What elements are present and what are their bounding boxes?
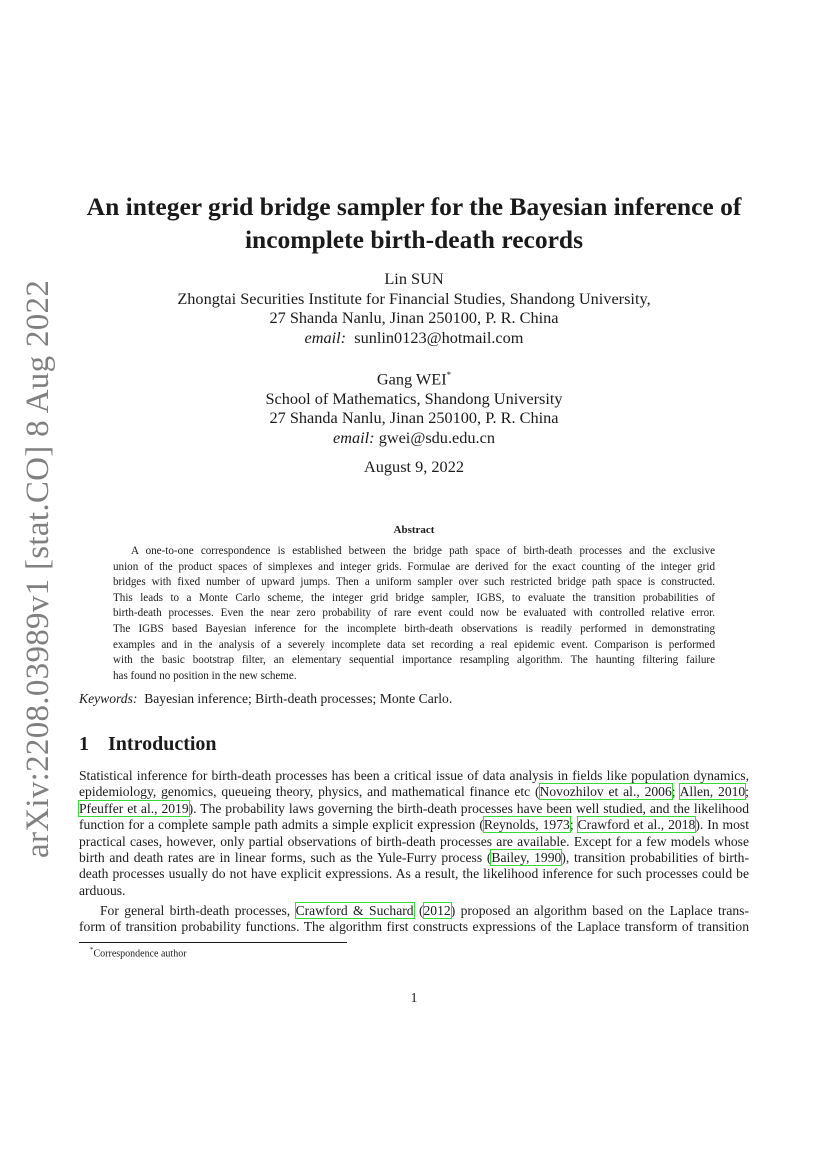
text-line: Statistical inference for birth-death processes has been a critical issue of data analysis in fields like population dynamics, bbox=[79, 768, 749, 783]
footnote bbox=[90, 946, 187, 959]
text-run: ). The probability laws governing the birth-death processes have been well studied, and the likelihood bbox=[188, 800, 750, 816]
text-line bbox=[79, 850, 749, 866]
email-label: email: bbox=[304, 327, 347, 347]
text-line: arduous. bbox=[79, 882, 126, 898]
section-title: Introduction bbox=[108, 733, 217, 755]
section-heading bbox=[79, 733, 217, 756]
email-label: email: bbox=[333, 427, 375, 447]
footnote-text: Correspondence author bbox=[93, 948, 187, 960]
author-email-row bbox=[79, 328, 749, 348]
abstract-line: examples and in the analysis of a severely incomplete data set recording a real epidemic event. Comparison is performed bbox=[113, 638, 715, 651]
text-run: ). In most bbox=[695, 817, 749, 833]
author-affiliation-line: 27 Shanda Nanlu, Jinan 250100, P. R. China bbox=[269, 308, 559, 327]
paragraph bbox=[79, 768, 749, 899]
author-email: sunlin0123@hotmail.com bbox=[354, 327, 524, 347]
footnote-mark: * bbox=[90, 946, 94, 954]
abstract-line: A one-to-one correspondence is established between the bridge path space of birth-death processes and the exclusive bbox=[131, 545, 715, 557]
abstract-line: union of the product spaces of simplexes and integer grids. Formulae are derived for the exact counting of the integer grid bbox=[113, 560, 715, 573]
text-run: epidemiology, genomics, queueing theory, physics, and mathematical finance etc ( bbox=[79, 784, 540, 800]
text-run: ), transition probabilities of birth- bbox=[561, 850, 749, 866]
citation-link[interactable]: Pfeuffer et al., 2019 bbox=[79, 800, 189, 816]
text-line bbox=[79, 801, 749, 817]
arxiv-identifier: arXiv:2208.03989v1 [stat.CO] 8 Aug 2022 bbox=[20, 279, 56, 858]
text-line: practical cases, however, only partial observations of birth-death processes are available. Except for a few models whose bbox=[79, 833, 749, 849]
paragraph bbox=[79, 903, 749, 936]
author-name-row bbox=[79, 366, 749, 389]
author-affiliation-line: 27 Shanda Nanlu, Jinan 250100, P. R. China bbox=[269, 408, 559, 428]
citation-link[interactable]: Novozhilov et al., 2006 bbox=[539, 784, 672, 800]
citation-link[interactable]: Crawford et al., 2018 bbox=[577, 817, 696, 833]
text-run: function for a complete sample path admits a simple explicit expression ( bbox=[79, 817, 484, 833]
text-run: birth and death rates are in linear forms, such as the Yule-Furry process ( bbox=[79, 850, 492, 866]
citation-link[interactable]: Bailey, 1990 bbox=[491, 850, 562, 866]
text-line bbox=[79, 817, 749, 833]
text-run: For general birth-death processes, bbox=[100, 903, 296, 918]
abstract-line: The IGBS based Bayesian inference for the incomplete birth-death observations is readily performed in demonstrating bbox=[113, 622, 715, 635]
section-number: 1 bbox=[79, 733, 89, 755]
abstract-line: birth-death processes. Even the near zero probability of rare event could now be evaluated with controlled relative error. bbox=[113, 607, 715, 620]
author-affiliation-line: Zhongtai Securities Institute for Financial Studies, Shandong University, bbox=[177, 288, 651, 308]
author-block-1 bbox=[79, 269, 749, 347]
author-block-2 bbox=[79, 366, 749, 447]
text-line: death processes usually do not have explicit expressions. As a result, the likelihood inference for such processes could be bbox=[79, 866, 749, 882]
citation-link[interactable]: Allen, 2010 bbox=[679, 784, 746, 800]
text-run: ; bbox=[569, 817, 578, 833]
text-run: ; bbox=[671, 784, 680, 800]
text-line bbox=[79, 784, 749, 800]
citation-link[interactable]: Crawford & Suchard bbox=[295, 903, 414, 918]
author-email-row bbox=[79, 428, 749, 448]
paper-title bbox=[79, 190, 749, 256]
abstract-line: with the basic bootstrap filter, an elementary sequential importance resampling algorithm. The haunting filtering failure bbox=[113, 654, 715, 667]
title-line-1: An integer grid bridge sampler for the Bayesian inference of bbox=[86, 192, 742, 221]
abstract-line: bridges with fixed number of upward jumps. Then a uniform sampler over such restricted bridge path space is constructed. bbox=[113, 576, 715, 589]
text-line bbox=[79, 903, 749, 919]
keywords-text: Bayesian inference; Birth-death processes; Monte Carlo. bbox=[144, 691, 453, 706]
abstract-line: This leads to a Monte Carlo scheme, the integer grid bridge sampler, IGBS, to evaluate the transition probabilities of bbox=[113, 591, 715, 604]
citation-link[interactable]: Reynolds, 1973 bbox=[483, 817, 570, 833]
author-name: Lin SUN bbox=[384, 269, 444, 288]
corresponding-author-mark: * bbox=[446, 370, 452, 380]
publication-date: August 9, 2022 bbox=[364, 457, 464, 476]
author-email: gwei@sdu.edu.cn bbox=[378, 427, 495, 447]
text-run: ( bbox=[413, 903, 424, 918]
text-run: ; bbox=[745, 784, 749, 800]
keywords-label: Keywords: bbox=[79, 691, 138, 706]
abstract-body bbox=[113, 544, 715, 684]
keywords bbox=[79, 691, 452, 707]
abstract-line: has found no position in the new scheme. bbox=[113, 669, 297, 682]
citation-link[interactable]: 2012 bbox=[423, 903, 451, 918]
abstract-heading: Abstract bbox=[393, 524, 435, 536]
author-name: Gang WEI bbox=[376, 369, 447, 389]
author-affiliation-line: School of Mathematics, Shandong University bbox=[265, 388, 563, 408]
text-line: form of transition probability functions. The algorithm first constructs expressions of the Laplace transform of transition bbox=[79, 919, 749, 935]
title-line-2: incomplete birth-death records bbox=[244, 225, 584, 254]
page-number: 1 bbox=[410, 990, 418, 1005]
text-run: ) proposed an algorithm based on the Laplace trans- bbox=[450, 903, 749, 918]
footnote-divider bbox=[79, 942, 347, 943]
